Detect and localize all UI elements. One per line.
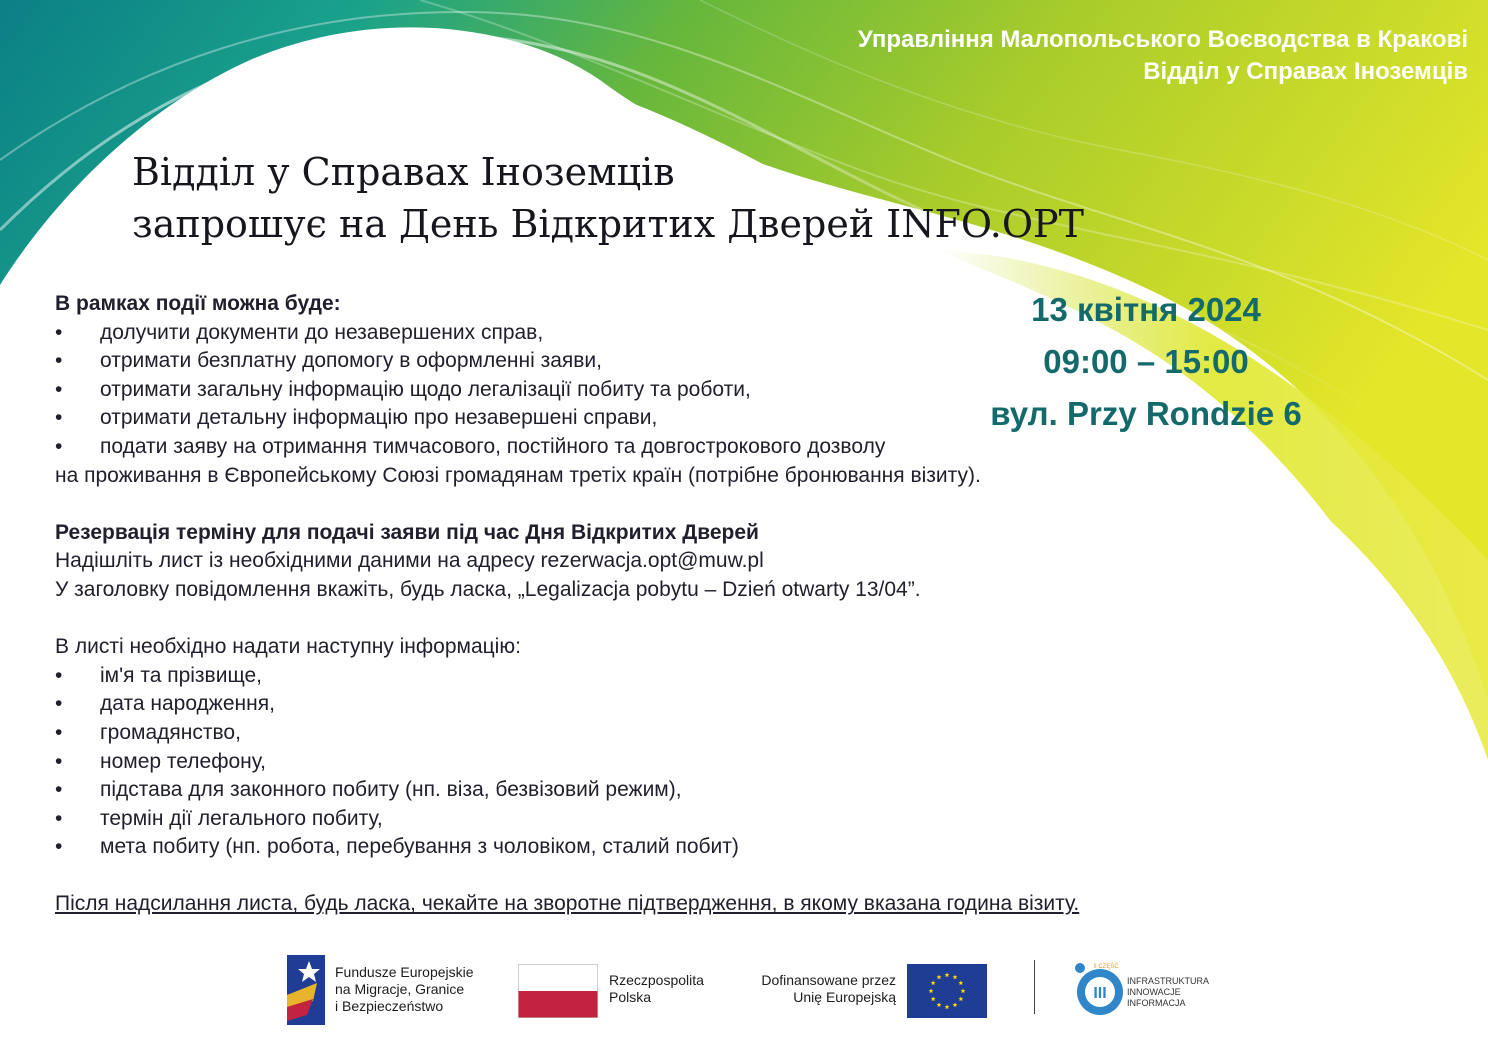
list-item-text: отримати детальну інформацію про незавершені справи, xyxy=(100,406,658,430)
iii-text-line: INNOWACJE xyxy=(1127,987,1181,997)
list-item xyxy=(55,748,1155,777)
list-item xyxy=(55,833,1155,862)
spacer xyxy=(55,490,1155,519)
poland-logo-text xyxy=(609,972,704,1006)
list-item xyxy=(55,805,1155,834)
list-item-text: подати заяву на отримання тимчасового, постійного та довгострокового дозволу xyxy=(100,434,886,458)
list-item-text: підстава для законного побиту (нп. віза, безвізовий режим), xyxy=(100,778,682,802)
section1-heading: В рамках події можна буде: xyxy=(55,292,341,315)
eu-logo-text xyxy=(746,972,896,1006)
funds-text-line: i Bezpieczeństwo xyxy=(335,998,444,1014)
eu-text-line: Unię Europejską xyxy=(793,989,896,1005)
section2-heading: Резервація терміну для подачі заяви під час Дня Відкритих Дверей xyxy=(55,520,759,544)
list-item xyxy=(55,433,1155,462)
bullet-marker: • xyxy=(55,692,63,716)
list-item xyxy=(55,376,1155,405)
poland-text-line: Polska xyxy=(609,989,652,1005)
bullet-marker: • xyxy=(55,349,63,373)
poland-flag-icon xyxy=(518,964,598,1018)
spacer xyxy=(55,862,1155,891)
bullet-marker: • xyxy=(55,749,63,773)
email-instruction: Надішліть лист із необхідними даними на адресу rezerwacja.opt@muw.pl xyxy=(55,549,764,573)
footer-logos xyxy=(0,950,1488,1030)
list-continuation: на проживання в Європейському Союзі громадянам третіх країн (потрібне бронювання візиту). xyxy=(55,463,981,487)
bullet-marker: • xyxy=(55,434,63,458)
iii-tag-text: II CZĘŚĆ xyxy=(1093,964,1119,970)
event-time: 09:00 – 15:00 xyxy=(1043,343,1249,380)
list-item-text: номер телефону, xyxy=(100,749,266,773)
title-line-1: Відділ у Справах Іноземців xyxy=(132,150,675,194)
list-item-text: мета побиту (нп. робота, перебування з чоловіком, сталий побит) xyxy=(100,835,739,859)
main-content xyxy=(55,290,1155,919)
list-item xyxy=(55,690,1155,719)
list-item xyxy=(55,776,1155,805)
list-item xyxy=(55,319,1155,348)
iii-logo-icon xyxy=(1074,960,1126,1018)
bullet-marker: • xyxy=(55,406,63,430)
confirmation-note: Після надсилання листа, будь ласка, чекайте на зворотне підтвердження, в якому вказана година візиту. xyxy=(55,892,1080,916)
bullet-marker: • xyxy=(55,377,63,401)
iii-text-line: INFORMACJA xyxy=(1127,998,1186,1008)
eu-stars-flag-icon xyxy=(907,964,987,1018)
list-item xyxy=(55,662,1155,691)
subject-instruction: У заголовку повідомлення вкажіть, будь ласка, „Legalizacja pobytu – Dzień otwarty 13/04”. xyxy=(55,577,921,601)
organization-header xyxy=(858,24,1468,88)
iii-text-line: INFRASTRUKTURA xyxy=(1127,976,1210,986)
funds-flag-icon xyxy=(287,955,325,1025)
bullet-marker: • xyxy=(55,835,63,859)
bullet-marker: • xyxy=(55,663,63,687)
list-item-text: дата народження, xyxy=(100,692,275,716)
bullet-marker: • xyxy=(55,778,63,802)
organization-name: Управління Малопольського Воєводства в Кракові xyxy=(857,26,1468,53)
list-item-text: термін дії легального побиту, xyxy=(100,806,383,830)
iii-badge-text: III xyxy=(1093,985,1107,1002)
list-item-text: отримати загальну інформацію щодо легалізації побиту та роботи, xyxy=(100,377,751,401)
list-item xyxy=(55,347,1155,376)
list-item xyxy=(55,404,1155,433)
page-title xyxy=(132,146,1084,250)
bullet-marker: • xyxy=(55,320,63,344)
bullet-marker: • xyxy=(55,720,63,744)
funds-text-line: Fundusze Europejskie xyxy=(335,964,474,980)
title-line-2: запрошує на День Відкритих Дверей INFO.OPT xyxy=(132,202,1084,246)
spacer xyxy=(55,605,1155,634)
department-name: Відділ у Справах Іноземців xyxy=(1143,58,1468,85)
eu-text-line: Dofinansowane przez xyxy=(761,972,896,988)
list-item xyxy=(55,719,1155,748)
funds-text-line: na Migracje, Granice xyxy=(335,981,465,997)
footer-divider xyxy=(1034,960,1035,1014)
list-item-text: ім'я та прізвище, xyxy=(100,663,263,687)
iii-logo-text xyxy=(1127,976,1209,1009)
event-address: вул. Przy Rondzie 6 xyxy=(990,395,1302,432)
list-item-text: долучити документи до незавершених справ, xyxy=(100,320,544,344)
section3-intro: В листі необхідно надати наступну інформацію: xyxy=(55,635,521,659)
event-date: 13 квітня 2024 xyxy=(1031,291,1261,328)
bullet-marker: • xyxy=(55,806,63,830)
list-item-text: отримати безплатну допомогу в оформленні заяви, xyxy=(100,349,602,373)
funds-logo-text xyxy=(335,964,474,1015)
list-item-text: громадянство, xyxy=(100,720,241,744)
poland-text-line: Rzeczpospolita xyxy=(609,972,704,988)
